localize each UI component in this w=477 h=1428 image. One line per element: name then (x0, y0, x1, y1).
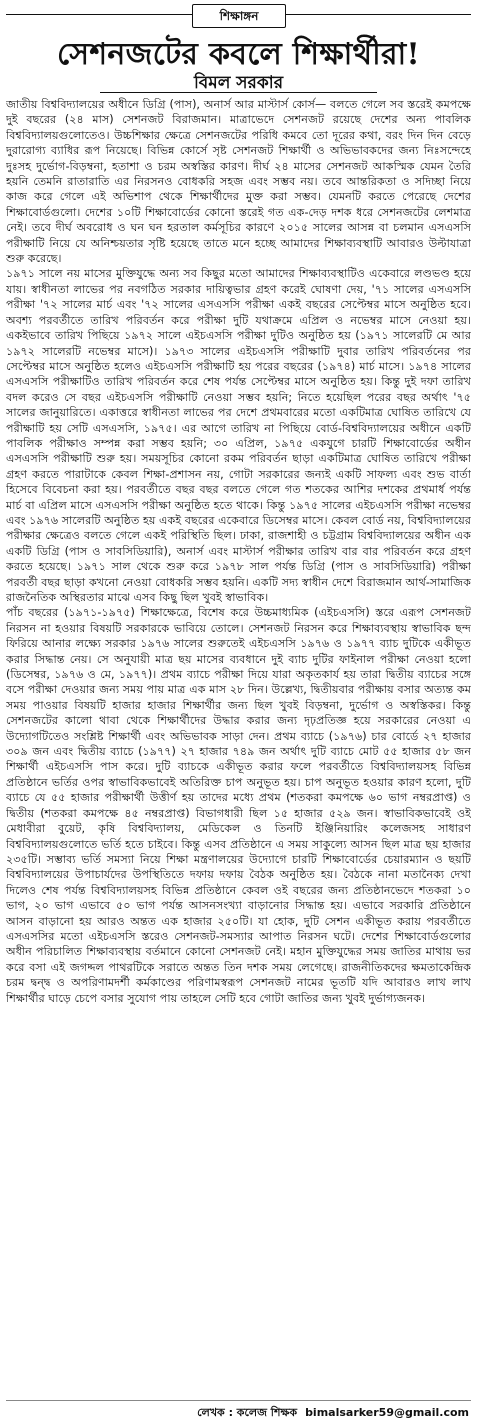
article-paragraph: ১৯৭১ সালে নয় মাসের মুক্তিযুদ্ধে অন্য সব কিছুর মতো আমাদের শিক্ষাব্যবস্থাটিও একেবারে লণ্ডভণ্ড হয়ে যায়। স্বাধীনতা লাভের পর নবগঠিত সরকার দায়িত্বভার গ্রহণ করেই ঘোষণা দেয়, '৭১ সালের এসএসসি পরীক্ষা '৭২ সালের মার্চ এবং '৭২ সালের এসএসসি পরীক্ষা একই বছরের সেপ্টেম্বর মাসে অনুষ্ঠিত হবে। অবশ্য পরবর্তীতে তারিখ পরিবর্তন করে পরীক্ষা দুটি যথাক্রমে এপ্রিল ও নভেম্বর মাসে নেওয়া হয়। একইভাবে তারিখ পিছিয়ে ১৯৭২ সালে এইচএসসি পরীক্ষা দুটিও অনুষ্ঠিত হয় (১৯৭১ সালেরটি মে আর ১৯৭২ সালেরটি নভেম্বর মাসে)। ১৯৭৩ সালের এইচএসসি পরীক্ষাটি দুবার তারিখ পরিবর্তনের পর সেপ্টেম্বর মাসে অনুষ্ঠিত হলেও এইচএসসি পরীক্ষাটি হয় পরের বছরের (১৯৭৪) মার্চ মাসে। ১৯৭৪ সালের এসএসসি পরীক্ষাটিও তারিখ পরিবর্তন করে শেষ পর্যন্ত সেপ্টেম্বর মাসে অনুষ্ঠিত হয়। কিন্তু দুই দফা তারিখ বদল করেও সে বছর এইচএসসি পরীক্ষাটি নেওয়া সম্ভব হয়নি; নিতে হয়েছিল পরের বছর অর্থাৎ '৭৫ সালের জানুয়ারিতে। একাত্তরে স্বাধীনতা লাভের পর দেশে প্রথমবারের মতো একটিমাত্র ঘোষিত তারিখে যে পরীক্ষাটি হয় সেটি এসএসসি, ১৯৭৫। এর আগে তারিখ না পিছিয়ে বোর্ড-বিশ্ববিদ্যালয়ের অধীনে একটি পাবলিক পরীক্ষাও সম্পন্ন করা সম্ভব হয়নি; ৩০ এপ্রিল, ১৯৭৫ একযুগে চারটি শিক্ষাবোর্ডের অধীন এসএসসি পরীক্ষাটি শুরু হয়। সময়সূচির কোনো রকম পরিবর্তন ছাড়া একটিমাত্র ঘোষিত তারিখে পরীক্ষা গ্রহণ করতে পারাটাকে কেবল শিক্ষা-প্রশাসন নয়, গোটা সরকারের জন্যই একটি সাফল্য এবং শুভ বার্তা হিসেবে বিবেচনা করা হয়। পরবর্তীতে বছর বছর বলতে গেলে গত শতকের আশির দশকের প্রথমার্ধ পর্যন্ত মার্চ বা এপ্রিল মাসে এসএসসি পরীক্ষা অনুষ্ঠিত হতে থাকে। কিন্তু ১৯৭৫ সালের এইচএসসি পরীক্ষা নভেম্বর এবং ১৯৭৬ সালেরটি অনুষ্ঠিত হয় একই বছরের একেবারে ডিসেম্বর মাসে। কেবল বোর্ড নয়, বিশ্ববিদ্যালয়ের পরীক্ষার ক্ষেত্রেও বলতে গেলে একই পরিস্থিতি ছিল। ঢাকা, রাজশাহী ও চট্টগ্রাম বিশ্ববিদ্যালয়ের অধীন এক একটি ডিগ্রি (পাস ও সাবসিডিয়ারি), অনার্স এবং মাস্টার্স পরীক্ষার তারিখ বার বার পরিবর্তন করে গ্রহণ করতে হয়েছে। ১৯৭১ সাল থেকে শুরু করে ১৯৭৮ সাল পর্যন্ত ডিগ্রি (পাস ও সাবসিডিয়ারি) পরীক্ষা পরবর্তী বছর ছাড়া কখনো নেওয়া বোধকরি সম্ভব হয়নি। একটি সদ্য স্বাধীন দেশে বিরাজমান আর্থ-সামাজিক রাজনৈতিক অস্থিরতার মাঝে এসব কিছু ছিল খুবই স্বাভাবিক। (6, 267, 471, 604)
author-note: লেখক : কলেজ শিক্ষক (197, 1406, 298, 1419)
article-paragraph: জাতীয় বিশ্ববিদ্যালয়ের অধীনে ডিগ্রি (পাস), অনার্স আর মাস্টার্স কোর্স— বলতে গেলে সব স্তরেই কমপক্ষে দুই বছরের (২৪ মাস) সেশনজট বিরাজমান। মাত্রাভেদে সেশনজট রয়েছে দেশের অন্য পাবলিক বিশ্ববিদ্যালয়গুলোতেও। উচ্চশিক্ষার ক্ষেত্রে সেশনজটের পরিধি কমবে তো দূরের কথা, বরং দিন দিন বেড়ে দুরারোগ্য ব্যাধির রূপ নিয়েছে। বিভিন্ন কোর্সে সৃষ্ট সেশনজট শিক্ষার্থী ও অভিভাবকদের জন্য নিঃসন্দেহে দুঃসহ দুর্ভোগ-বিড়ম্বনা, হতাশা ও চরম অস্বস্তির কারণ। দীর্ঘ ২৪ মাসের সেশনজট আকস্মিক যেমন তৈরি হয়নি তেমনি রাতারাতি এর নিরসনও বোধকরি সহজ এবং সম্ভব নয়। তবে আন্তরিকতা ও সদিচ্ছা নিয়ে কাজ করে গেলে এই অভিশাপ থেকে শিক্ষার্থীদের মুক্ত করা সম্ভব। যেমনটি করতে পেরেছে দেশের শিক্ষাবোর্ডগুলো। দেশের ১০টি শিক্ষাবোর্ডের কোনো স্তরেই গত এক-দেড় দশক ধরে সেশনজটের লেশমাত্র নেই। তবে দীর্ঘ অবরোধ ও ঘন ঘন হরতাল কর্মসূচির কারণে ২০১৫ সালের আসন্ন বা চলমান এসএসসি পরীক্ষাটি নিয়ে যে অনিশ্চয়তার সৃষ্টি হয়েছে তাতে মনে হচ্ছে আমাদের শিক্ষাব্যবস্থাটি আবারও উল্টাযাত্রা শুরু করেছে। (6, 98, 471, 266)
section-label: শিক্ষাঙ্গন (192, 4, 286, 28)
article-body (6, 97, 471, 1395)
footer-divider (6, 1400, 471, 1401)
author-email: bimalsarker59@gmail.com (305, 1406, 469, 1419)
article-footer (0, 1404, 469, 1423)
article-paragraph: পাঁচ বছরের (১৯৭১-১৯৭৫) শিক্ষাক্ষেত্রে, বিশেষ করে উচ্চমাধ্যমিক (এইচএসসি) স্তরে এরূপ সেশনজট নিরসন না হওয়ার বিষয়টি সরকারকে ভাবিয়ে তোলে। সেশনজট নিরসন করে শিক্ষাব্যবস্থায় স্বাভাবিক ছন্দ ফিরিয়ে আনার লক্ষ্যে সরকার ১৯৭৬ সালের শুরুতেই এইচএসসি ১৯৭৬ ও ১৯৭৭ ব্যাচ দুটিকে একীভূত করার সিদ্ধান্ত নেয়। সে অনুযায়ী মাত্র ছয় মাসের ব্যবধানে দুই ব্যাচ দুটির ফাইনাল পরীক্ষা নেওয়া হলো (ডিসেম্বর, ১৯৭৬ ও মে, ১৯৭৭)। প্রথম ব্যাচে পরীক্ষা দিয়ে যারা অকৃতকার্য হয় তারা দ্বিতীয় ব্যাচের সঙ্গে বসে পরীক্ষা দেওয়ার জন্য সময় পায় মাত্র এক মাস ২৮ দিন। উল্লেখ্য, দ্বিতীয়বার পরীক্ষায় বসার অত্যন্ত কম সময় পাওয়ার বিষয়টি হাজার হাজার শিক্ষার্থীর জন্য ছিল খুবই বিড়ম্বনা, দুর্ভোগ ও অস্বস্তিকর। কিন্তু সেশনজটের কালো থাবা থেকে শিক্ষার্থীদের উদ্ধার করার জন্য দৃঢ়প্রতিজ্ঞ হয়ে সরকারের নেওয়া এ উদ্যোগটিতেও সংশ্লিষ্ট শিক্ষার্থী এবং অভিভাবক সাড়া দেন। প্রথম ব্যাচে (১৯৭৬) চার বোর্ডে ২৭ হাজার ৩০৯ জন এবং দ্বিতীয় ব্যাচে (১৯৭৭) ২৭ হাজার ৭৪৯ জন অর্থাৎ দুটি ব্যাচে মোট ৫৫ হাজার ৫৮ জন শিক্ষার্থী এইচএসসি পাস করে। দুটি ব্যাচকে একীভূত করার ফলে পরবর্তীতে বিশ্ববিদ্যালয়সহ বিভিন্ন প্রতিষ্ঠানে ভর্তির ওপর স্বাভাবিকভাবেই অতিরিক্ত চাপ অনুভূত হয়। চাপ অনুভূত হওয়ার কারণ হলো, দুটি ব্যাচে যে ৫৫ হাজার পরীক্ষার্থী উত্তীর্ণ হয় তাদের মধ্যে প্রথম (শতকরা কমপক্ষে ৬০ ভাগ নম্বরপ্রাপ্ত) ও দ্বিতীয় (শতকরা কমপক্ষে ৪৫ নম্বরপ্রাপ্ত) বিভাগধারী ছিল ১৫ হাজার ৫২৯ জন। স্বাভাবিকভাবেই ওই মেধাবীরা বুয়েট, কৃষি বিশ্ববিদ্যালয়, মেডিকেল ও তিনটি ইঞ্জিনিয়ারিং কলেজসহ সাধারণ বিশ্ববিদ্যালয়গুলোতে ভর্তি হতে চাইবে। কিন্তু এসব প্রতিষ্ঠানে এ সময় সাকুল্যে আসন ছিল মাত্র ছয় হাজার ২৩৫টি। সম্ভাব্য ভর্তি সমস্যা নিয়ে শিক্ষা মন্ত্রণালয়ের উদ্যোগে চারটি শিক্ষাবোর্ডের চেয়ারম্যান ও ছয়টি বিশ্ববিদ্যালয়ের উপাচার্যদের উপস্থিতিতে দফায় দফায় বৈঠক অনুষ্ঠিত হয়। বৈঠকে নানা মতানৈক্য দেখা দিলেও শেষ পর্যন্ত বিশ্ববিদ্যালয়সহ বিভিন্ন প্রতিষ্ঠানে কেবল ওই বছরের জন্য প্রতিষ্ঠানভেদে শতকরা ১০ ভাগ, ২০ ভাগ এভাবে ৫০ ভাগ পর্যন্ত আসনসংখ্যা বাড়ানোর সিদ্ধান্ত হয়। এভাবে সরকারি প্রতিষ্ঠানে আসন বাড়ানো হয় আরও অন্তত এক হাজার ২৫০টি। যা হোক, দুটি সেশন একীভূত করায় পরবর্তীতে এসএসসির মতো এইচএসসি স্তরেও সেশনজট-সমস্যার আপাত নিরসন ঘটে। দেশের শিক্ষাবোর্ডগুলোর অধীন পরিচালিত শিক্ষাব্যবস্থায় বর্তমানে কোনো সেশনজট নেই। মহান মুক্তিযুদ্ধের সময় জাতির মাথায় ভর করে বসা এই জগদ্দল পাথরটিকে সরাতে অন্তত তিন দশক সময় লেগেছে। রাজনীতিকদের ক্ষমতাকেন্দ্রিক চরম দ্বন্দ্ব ও অপরিণামদর্শী কর্মকাণ্ডের পরিণামস্বরূপ সেশনজট নামের ভূতটি যদি আবারও লাখ লাখ শিক্ষার্থীর ঘাড়ে চেপে বসার সুযোগ পায় তাহলে সেটি হবে গোটা জাতির জন্য খুবই দুর্ভাগ্যজনক। (6, 606, 471, 1005)
article-byline: বিমল সরকার (193, 73, 284, 93)
article-headline: সেশনজটের কবলে শিক্ষার্থীরা! (57, 37, 420, 72)
byline-divider (100, 92, 377, 93)
